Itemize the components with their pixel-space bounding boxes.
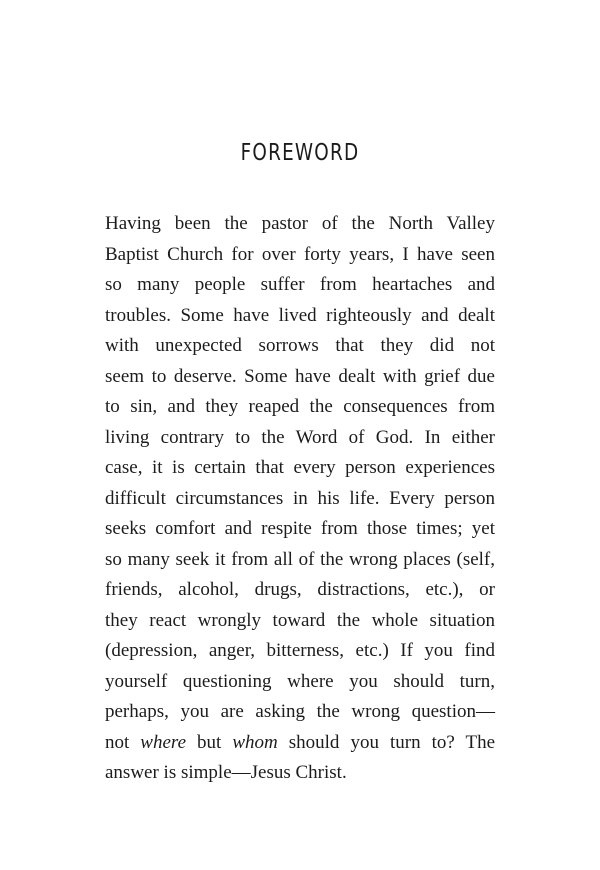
paragraph-line: friends, alcohol, drugs, distractions, etc.), or [105,579,495,600]
paragraph-line-with-italics [105,728,495,759]
paragraph-line: (depression, anger, bitterness, etc.) If you find [105,640,495,661]
paragraph-line: to sin, and they reaped the consequences from [105,396,495,417]
paragraph-line: troubles. Some have lived righteously and dealt [105,304,495,326]
paragraph-line: seeks comfort and respite from those times; yet [105,518,495,539]
italic-word-whom: whom [232,731,278,753]
foreword-paragraph [105,209,495,789]
paragraph-line: yourself questioning where you should turn, [105,670,495,692]
paragraph-line: living contrary to the Word of God. In either [105,426,495,448]
line-segment: not [105,731,141,753]
paragraph-line: Baptist Church for over forty years, I have seen [105,243,495,265]
chapter-heading: FOREWORD [240,140,360,166]
paragraph-line: perhaps, you are asking the wrong question— [105,701,495,722]
italic-word-where: where [140,731,187,753]
paragraph-last-line: answer is simple—Jesus Christ. [105,762,347,783]
paragraph-line: seem to deserve. Some have dealt with grief due [105,365,495,387]
paragraph-line: so many people suffer from heartaches and [105,274,495,295]
line-segment: but [186,731,233,753]
paragraph-line: they react wrongly toward the whole situation [105,609,495,631]
paragraph-line: Having been the pastor of the North Valley [105,213,495,234]
paragraph-line: with unexpected sorrows that they did not [105,335,495,356]
paragraph-line: difficult circumstances in his life. Every person [105,487,495,509]
paragraph-line: case, it is certain that every person experiences [105,457,495,478]
paragraph-line: so many seek it from all of the wrong places (self, [105,548,495,570]
line-segment: should you turn to? The [277,731,496,753]
